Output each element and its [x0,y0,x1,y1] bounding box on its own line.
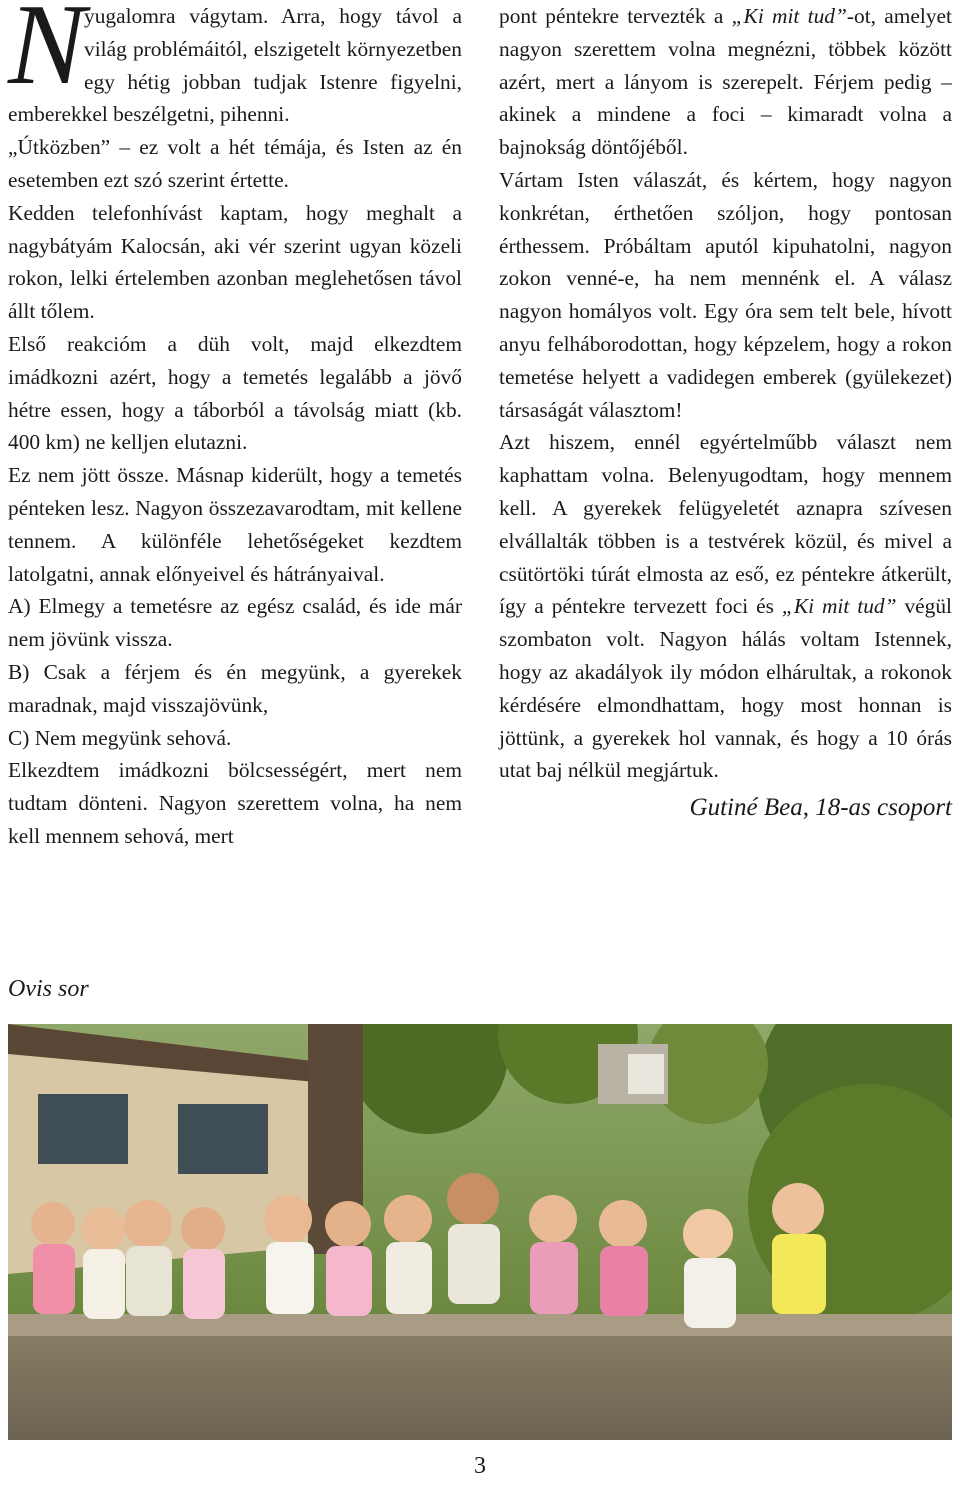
paragraph: Kedden telefonhívást kaptam, hogy meghalt a nagybátyám Kalocsán, aki vér szerint ugyan közeli rokon, lelki értelemben azonban meglehetősen távol állt tőlem. [8,200,462,324]
drop-cap: N [8,0,86,109]
text-span: Azt hiszem, ennél egyértelműbb választ nem kaphattam volna. Belenyugodtam, hogy mennem kell. A gyerekek felügyeletét aznapra szívesen elvállalták többen is a testvérek közül, és mivel a csütörtöki túrát elmosta az eső, ez péntekre átkerült, így a péntekre tervezett foci és [499,430,952,619]
photo-children-sitting [8,1024,952,1440]
text-span: végül szombaton volt. Nagyon hálás voltam Istennek, hogy az akadályok ily módon elhárultak, a rokonok kérdésére elmondhattam, hogy most honnan is jöttünk, a gyerekek hol vannak, és hogy a 10 órás utat baj nélkül megjártuk. [499,594,952,783]
paragraph: „Útközben” – ez volt a hét témája, és Isten az én esetemben ezt szó szerint értette. [8,135,462,192]
list-item: C) Nem megyünk sehová. [8,725,232,750]
photo-caption: Ovis sor [8,976,89,1002]
paragraph: Vártam Isten válaszát, és kértem, hogy nagyon konkrétan, érthetően szóljon, hogy pontosan érthessem. Próbáltam aputól kipuhatolni, nagyon zokon venné-e, ha nem mennénk el. A válasz nagyon homályos volt. Egy óra sem telt bele, hívott anyu felháborodottan, hogy képzelem, hogy a rokon temetése helyett a vadidegen emberek (gyülekezet) társaságát választom! [499,167,952,422]
page-number: 3 [474,1453,486,1479]
text-span: -ot, amelyet nagyon szerettem volna megnézni, többek között azért, mert a lányom is szerepelt. Férjem pedig – akinek a mindene a foci – kimaradt volna a bajnokság döntőjéből. [499,4,952,160]
paragraph: yugalomra vágytam. Arra, hogy távol a világ problémáitól, elszigetelt környezetben egy hétig jobban tudjak Istenre figyelni, emberekkel beszélgetni, pihenni. [8,4,462,127]
paragraph: Ez nem jött össze. Másnap kiderült, hogy a temetés pénteken lesz. Nagyon összezavarodtam, mit kellene tennem. A különféle lehetőségeket kezdtem latolgatni, annak előnyeivel és hátrányaival. [8,463,462,586]
italic-title: „Ki mit tud” [731,4,847,28]
paragraph [499,426,952,787]
photo-illustration [8,1024,952,1440]
left-column [8,0,462,853]
list-item: A) Elmegy a temetésre az egész család, és ide már nem jövünk vissza. [8,594,462,652]
italic-title: „Ki mit tud” [781,594,897,619]
paragraph [499,0,952,164]
right-column [499,0,952,827]
paragraph: Elkezdtem imádkozni bölcsességért, mert nem tudtam dönteni. Nagyon szerettem volna, ha nem kell mennem sehová, mert [8,758,462,848]
paragraph: Első reakcióm a düh volt, majd elkezdtem imádkozni azért, hogy a temetés legalább a jövő hétre essen, hogy a táborból a távolság miatt (kb. 400 km) ne kelljen elutazni. [8,331,462,455]
author-signature: Gutiné Bea, 18-as csoport [689,794,952,822]
list-item: B) Csak a férjem és én megyünk, a gyerekek maradnak, majd visszajövünk, [8,659,462,717]
text-span: pont péntekre tervezték a [499,4,732,28]
